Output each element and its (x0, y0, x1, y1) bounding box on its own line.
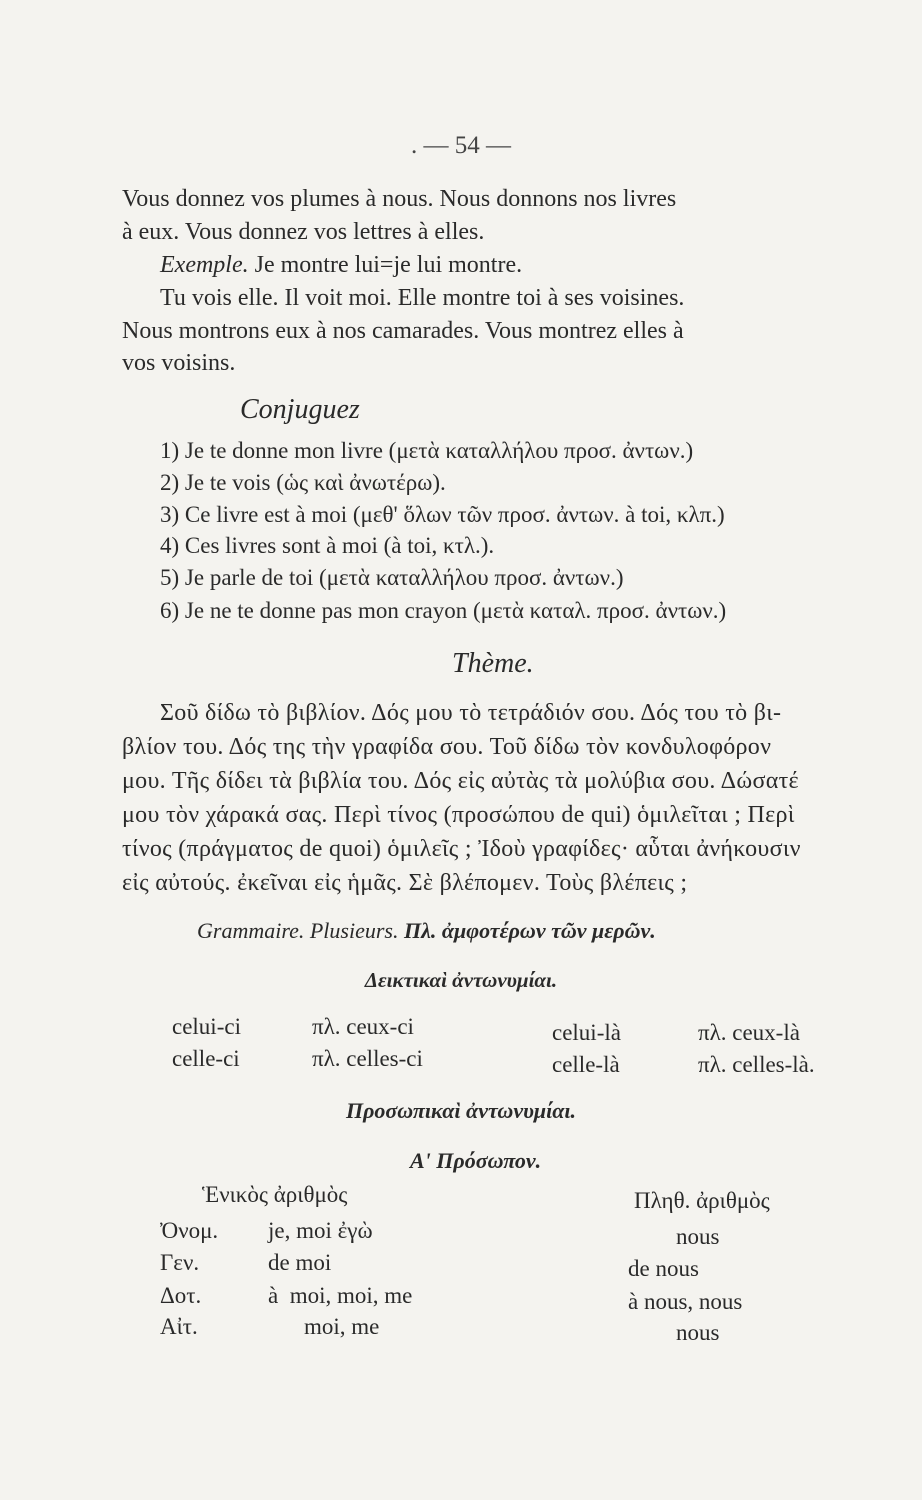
demo-row2-pl1: πλ. celles-ci (312, 1046, 423, 1071)
theme-line-4: μου τὸν χάρακά σας. Περὶ τίνος (προσώπου de qui) ὁμιλεῖται ; Περὶ (122, 802, 795, 828)
singular-dative: à moi, moi, me (268, 1283, 413, 1308)
personal-title: Προσωπικαὶ ἀντωνυμίαι. (345, 1098, 576, 1123)
intro-line-6: vos voisins. (122, 350, 236, 376)
singular-genitive: de moi (268, 1250, 332, 1275)
personal-subtitle: Α' Πρόσωπον. (410, 1148, 542, 1173)
plural-nominative: nous (676, 1224, 720, 1249)
conjuguez-heading: Conjuguez (240, 394, 360, 425)
demo-row1-pl2: πλ. ceux-là (698, 1020, 800, 1045)
conjuguez-item-3: 3) Ce livre est à moi (μεθ' ὅλων τῶν προσ. ἀντων. à toi, κλπ.) (160, 502, 725, 527)
demo-row1-sing1: celui-ci (172, 1014, 241, 1039)
intro-line-4: Tu vois elle. Il voit moi. Elle montre toi à ses voisines. (160, 285, 685, 311)
case-genitive: Γεν. (160, 1250, 200, 1275)
plural-genitive: de nous (628, 1256, 699, 1281)
conjuguez-item-4: 4) Ces livres sont à moi (à toi, κτλ.). (160, 533, 495, 558)
theme-line-1: Σοῦ δίδω τὸ βιβλίον. Δός μου τὸ τετράδιόν σου. Δός του τὸ βι- (160, 700, 782, 726)
demo-row2-pl2: πλ. celles-là. (698, 1052, 815, 1077)
intro-line-5: Nous montrons eux à nos camarades. Vous montrez elles à (122, 318, 684, 344)
conjuguez-item-5: 5) Je parle de toi (μετὰ καταλλήλου προσ. ἀντων.) (160, 565, 624, 590)
intro-line-1: Vous donnez vos plumes à nous. Nous donnons nos livres (122, 186, 677, 212)
demonstratives-title: Δεικτικαὶ ἀντωνυμίαι. (364, 968, 558, 992)
intro-line-2: à eux. Vous donnez vos lettres à elles. (122, 219, 485, 245)
theme-line-5: τίνος (πράγματος de quoi) ὁμιλεῖς ; Ἰδοὺ γραφίδες· αὗται ἀνήκουσιν (122, 836, 801, 862)
grammaire-heading (197, 918, 656, 944)
singular-header: Ἑνικὸς ἀριθμὸς (202, 1182, 348, 1207)
demo-row2-sing1: celle-ci (172, 1046, 240, 1071)
theme-heading: Thème. (452, 648, 534, 679)
demo-row1-sing2: celui-là (552, 1020, 621, 1045)
theme-line-6: εἰς αὐτούς. ἐκεῖναι εἰς ἡμᾶς. Σὲ βλέπομεν. Τοὺς βλέπεις ; (122, 870, 688, 896)
conjuguez-item-1: 1) Je te donne mon livre (μετὰ καταλλήλου προσ. ἀντων.) (160, 438, 694, 463)
grammaire-heading-french: Grammaire. Plusieurs. (197, 918, 399, 943)
theme-line-2: βλίον του. Δός της τὴν γραφίδα σου. Τοῦ δίδω τὸν κονδυλοφόρον (122, 734, 772, 760)
theme-line-3: μου. Τῆς δίδει τὰ βιβλία του. Δός εἰς αὐτὰς τὰ μολύβια σου. Δώσατέ (122, 768, 799, 794)
singular-nominative: je, moi ἐγὼ (268, 1218, 373, 1243)
example-label: Exemple. (160, 252, 249, 278)
demo-row1-pl1: πλ. ceux-ci (312, 1014, 414, 1039)
plural-dative: à nous, nous (628, 1289, 743, 1314)
grammaire-heading-greek: Πλ. ἀμφοτέρων τῶν μερῶν. (398, 918, 656, 943)
singular-accusative: moi, me (304, 1314, 380, 1339)
plural-header: Πληθ. ἀριθμὸς (634, 1188, 770, 1213)
case-accusative: Αἰτ. (160, 1314, 198, 1339)
example-line (160, 252, 522, 279)
plural-accusative: nous (676, 1320, 720, 1345)
page-number: . — 54 — (411, 132, 511, 159)
case-nominative: Ὀνομ. (160, 1218, 219, 1243)
conjuguez-item-6: 6) Je ne te donne pas mon crayon (μετὰ καταλ. προσ. ἀντων.) (160, 598, 727, 623)
conjuguez-item-2: 2) Je te vois (ὡς καὶ ἀνωτέρω). (160, 470, 446, 495)
example-text: Je montre lui=je lui montre. (248, 252, 523, 278)
demo-row2-sing2: celle-là (552, 1052, 620, 1077)
case-dative: Δοτ. (160, 1283, 202, 1308)
